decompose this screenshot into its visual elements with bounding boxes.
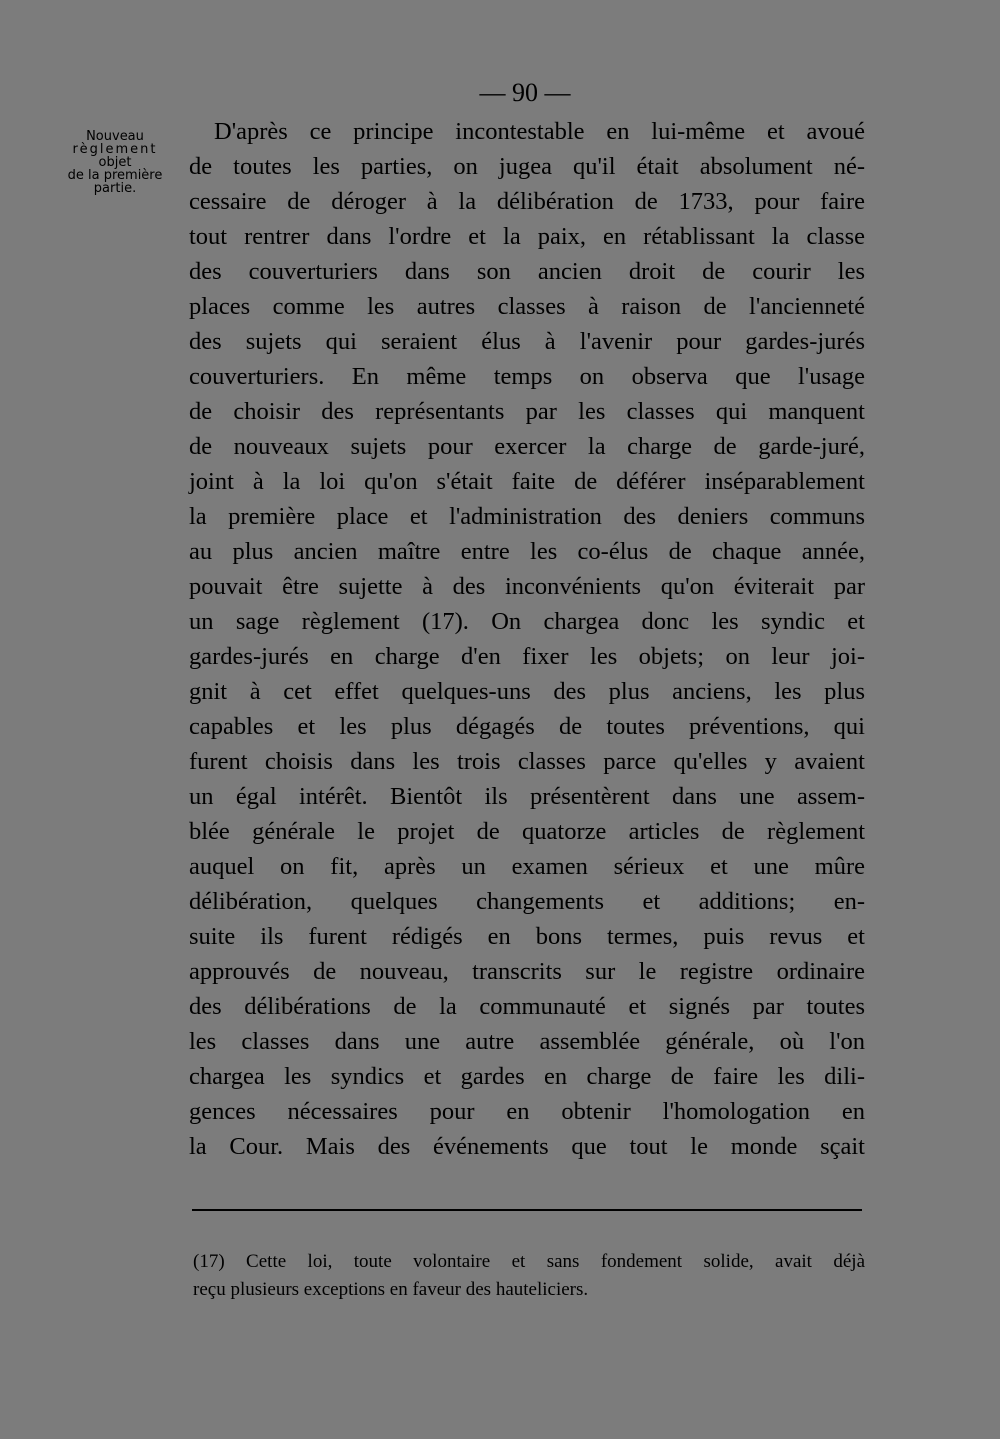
body-line: un sage règlement (17). On chargea donc les syndic et xyxy=(189,608,865,635)
body-line: gences nécessaires pour en obtenir l'homologation en xyxy=(189,1098,865,1125)
body-line: la première place et l'administration des deniers communs xyxy=(189,503,865,530)
body-line: capables et les plus dégagés de toutes préventions, qui xyxy=(189,713,865,740)
margin-note-line: objet xyxy=(98,155,132,170)
body-line: approuvés de nouveau, transcrits sur le registre ordinaire xyxy=(189,958,865,985)
margin-note-line: règlement xyxy=(72,142,158,157)
body-line: tout rentrer dans l'ordre et la paix, en rétablissant la classe xyxy=(189,223,865,250)
body-line: chargea les syndics et gardes en charge de faire les dili- xyxy=(189,1063,865,1090)
body-line: des sujets qui seraient élus à l'avenir pour gardes-jurés xyxy=(189,328,865,355)
footnote-divider xyxy=(192,1209,862,1211)
body-line: délibération, quelques changements et additions; en- xyxy=(189,888,865,915)
body-line: de toutes les parties, on jugea qu'il était absolument né- xyxy=(189,153,865,180)
margin-note-line: de la première xyxy=(67,168,163,183)
body-line: blée générale le projet de quatorze articles de règlement xyxy=(189,818,865,845)
body-line: cessaire de déroger à la délibération de 1733, pour faire xyxy=(189,188,865,215)
margin-note xyxy=(40,130,190,195)
body-line: les classes dans une autre assemblée générale, où l'on xyxy=(189,1028,865,1055)
body-line: au plus ancien maître entre les co-élus de chaque année, xyxy=(189,538,865,565)
page-number: — 90 — xyxy=(479,78,571,107)
footnote-line: reçu plusieurs exceptions en faveur des hauteliciers. xyxy=(193,1279,589,1300)
body-line: D'après ce principe incontestable en lui-même et avoué xyxy=(214,118,865,145)
margin-note-line: Nouveau xyxy=(86,129,144,144)
body-line: couverturiers. En même temps on observa que l'usage xyxy=(189,363,865,390)
body-line: de choisir des représentants par les classes qui manquent xyxy=(189,398,865,425)
body-line: de nouveaux sujets pour exercer la charge de garde-juré, xyxy=(189,433,865,460)
body-text xyxy=(189,114,865,1164)
body-line: pouvait être sujette à des inconvénients qu'on éviterait par xyxy=(189,573,865,600)
body-line: gardes-jurés en charge d'en fixer les objets; on leur joi- xyxy=(189,643,865,670)
margin-note-line: partie. xyxy=(93,181,137,196)
body-line: gnit à cet effet quelques-uns des plus anciens, les plus xyxy=(189,678,865,705)
footnote-line: (17) Cette loi, toute volontaire et sans fondement solide, avait déjà xyxy=(193,1251,865,1272)
body-line: joint à la loi qu'on s'était faite de déférer inséparablement xyxy=(189,468,865,495)
body-line: la Cour. Mais des événements que tout le monde sçait xyxy=(189,1133,865,1160)
body-line: places comme les autres classes à raison de l'ancienneté xyxy=(189,293,865,320)
body-line: suite ils furent rédigés en bons termes, puis revus et xyxy=(189,923,865,950)
body-line: des délibérations de la communauté et signés par toutes xyxy=(189,993,865,1020)
body-line: auquel on fit, après un examen sérieux et une mûre xyxy=(189,853,865,880)
body-line: un égal intérêt. Bientôt ils présentèrent dans une assem- xyxy=(189,783,865,810)
body-line: furent choisis dans les trois classes parce qu'elles y avaient xyxy=(189,748,865,775)
body-line: des couverturiers dans son ancien droit de courir les xyxy=(189,258,865,285)
footnote xyxy=(193,1248,865,1304)
